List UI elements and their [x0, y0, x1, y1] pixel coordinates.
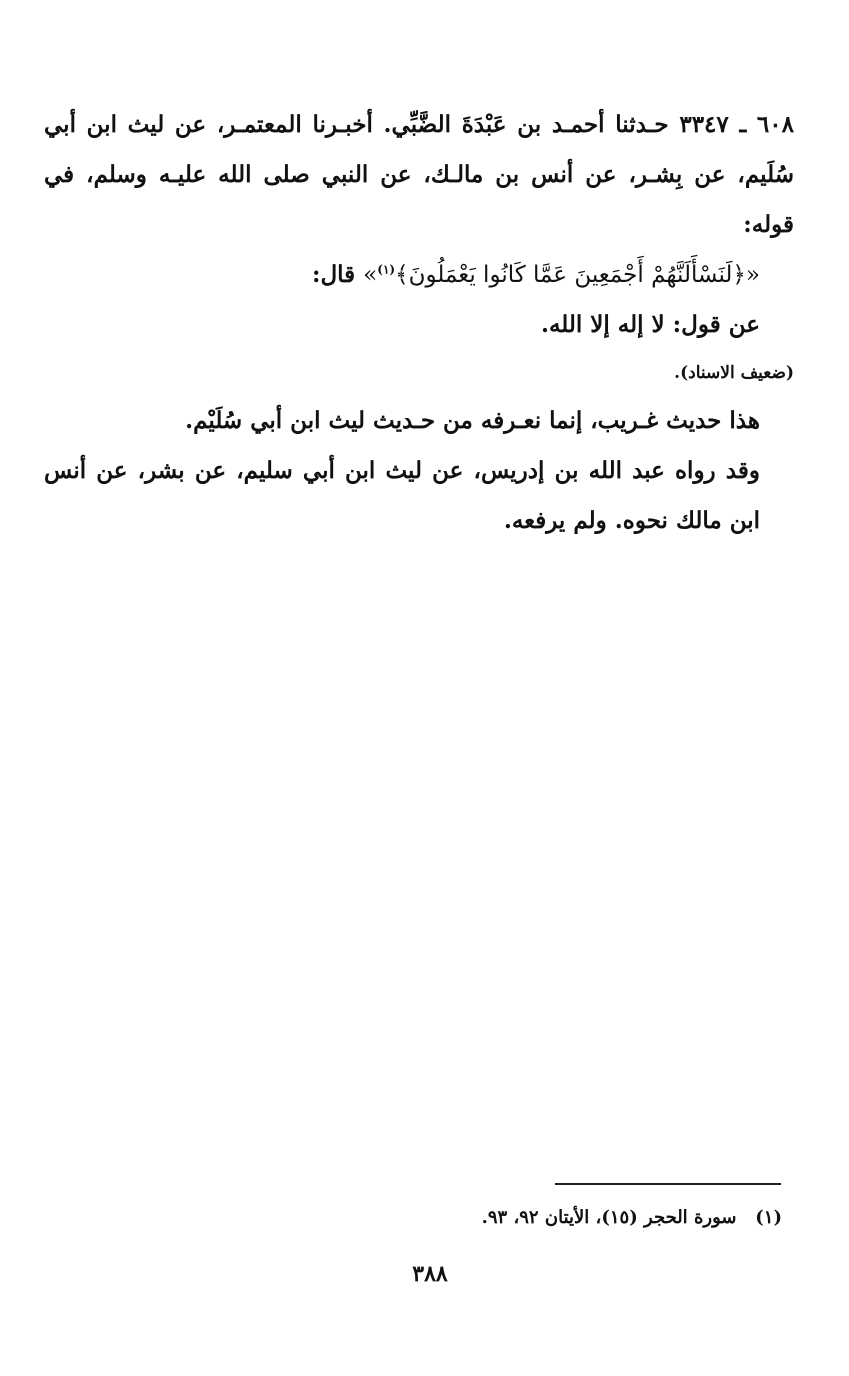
- verse-open-quote: «: [745, 262, 760, 288]
- verse-line: [44, 250, 794, 300]
- footnote-divider: [555, 1183, 781, 1185]
- page-number: ٣٨٨: [412, 1261, 448, 1287]
- footnote-marker: (١): [755, 1207, 782, 1228]
- footnote-text: سورة الحجر (١٥)، الأيتان ٩٢، ٩٣.: [481, 1207, 737, 1228]
- quran-verse: ﴿لَنَسْأَلَنَّهُمْ أَجْمَعِينَ عَمَّا كَانُوا يَعْمَلُونَ﴾: [395, 262, 746, 288]
- main-text: [44, 100, 794, 546]
- comment-paragraph-1: هذا حديث غـريب، إنما نعـرفه من حـديث ليث ابن أبي سُلَيْم.: [185, 407, 760, 434]
- footnote: [380, 1200, 782, 1236]
- answer-line: عن قول: لا إله إلا الله.: [540, 311, 760, 338]
- verse-after-text: قال:: [311, 261, 356, 288]
- hadith-isnad-paragraph: [44, 100, 794, 250]
- comment-paragraph-2: وقد رواه عبد الله بن إدريس، عن ليث ابن أبي سليم، عن بشر، عن أنس ابن مالك نحوه. ولم يرفعه.: [44, 457, 760, 534]
- verse-close-quote: »: [363, 262, 378, 288]
- footnote-reference: (١): [377, 262, 396, 277]
- grading-note: (ضعيف الاسناد).: [674, 363, 794, 383]
- hadith-opening-text: ٦٠٨ ـ ٣٣٤٧ حـدثنا أحمـد بن عَبْدَةَ الضَّبِّي. أخبـرنا المعتمـر، عن ليث ابن أبي سُلَيم، عن بِشـر، عن أنس بن مالـك، عن النبي صلى الله عليـه وسلم، في قوله:: [44, 111, 794, 238]
